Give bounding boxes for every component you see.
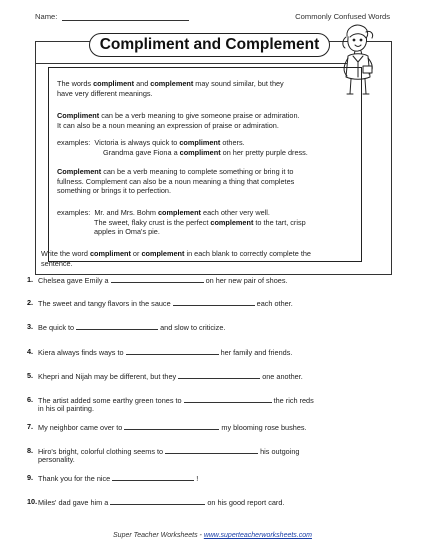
answer-blank[interactable] <box>111 275 204 283</box>
question-after: on his good report card. <box>207 498 285 507</box>
intro-text: The words <box>57 79 94 88</box>
question-before: Hiro's bright, colorful clothing seems to <box>38 447 164 456</box>
question-continued: personality. <box>38 455 75 465</box>
question-text <box>38 347 292 357</box>
footer-separator: - <box>197 532 204 539</box>
question-text <box>38 298 293 308</box>
intro-word-complement: complement <box>150 79 194 88</box>
question-continued: in his oil painting. <box>38 404 94 414</box>
intro-text: have very different meanings. <box>57 88 153 98</box>
question-before: Khepri and Nijah may be different, but they <box>38 372 177 381</box>
question-after: ! <box>196 474 199 483</box>
question-text <box>38 446 299 456</box>
question-number: 4. <box>27 347 34 356</box>
question-text <box>38 322 225 332</box>
question-after: one another. <box>262 372 303 381</box>
question-text <box>38 473 198 483</box>
question-number: 9. <box>27 473 34 482</box>
complement-term: Complement <box>57 167 102 176</box>
question-text <box>38 371 303 381</box>
example-word: complement <box>158 208 201 217</box>
instructions <box>41 249 391 268</box>
answer-blank[interactable] <box>76 322 158 330</box>
page-title <box>89 33 330 57</box>
instructions-word-compliment: compliment <box>89 249 131 258</box>
example-text: to the tart, crisp <box>253 217 306 227</box>
complement-def: something or brings it to perfection. <box>57 186 171 196</box>
question-before: Chelsea gave Emily a <box>38 276 109 285</box>
intro-paragraph <box>57 79 357 98</box>
question-number: 10. <box>27 497 38 506</box>
intro-text: may sound similar, but they <box>193 79 284 88</box>
title-rule <box>35 63 358 64</box>
example-text: Mr. and Mrs. Bohm <box>94 208 158 217</box>
question-text <box>38 497 284 507</box>
question-before: My neighbor came over to <box>38 423 123 432</box>
answer-blank[interactable] <box>126 347 219 355</box>
question-text <box>38 422 307 432</box>
compliment-example-2 <box>103 148 308 158</box>
question-after: each other. <box>256 299 293 308</box>
instructions-text: or <box>130 249 142 258</box>
question-after: my blooming rose bushes. <box>221 423 307 432</box>
name-label: Name: <box>35 12 58 21</box>
example-text: each other very well. <box>200 208 270 217</box>
answer-blank[interactable] <box>178 371 260 379</box>
complement-def: fullness. Complement can also be a noun meaning a thing that completes <box>57 176 295 186</box>
question-before: The sweet and tangy flavors in the sauce <box>38 299 171 308</box>
question-number: 1. <box>27 275 34 284</box>
question-before: Thank you for the nice <box>38 474 111 483</box>
question-number: 3. <box>27 322 34 331</box>
question-before: Miles' dad gave him a <box>38 498 109 507</box>
question-text <box>38 275 288 285</box>
complement-definition <box>57 167 357 196</box>
compliment-def: It can also be a noun meaning an expression of praise or admiration. <box>57 120 279 130</box>
answer-blank[interactable] <box>124 422 219 430</box>
compliment-term: Compliment <box>57 111 100 120</box>
answer-blank[interactable] <box>112 473 194 481</box>
question-number: 8. <box>27 446 34 455</box>
example-word: compliment <box>179 138 221 147</box>
examples-label: examples: <box>57 138 91 147</box>
page-title-text: Compliment and Complement <box>99 36 320 53</box>
answer-blank[interactable] <box>165 446 258 454</box>
question-after: her family and friends. <box>220 348 293 357</box>
instructions-text: Write the word <box>41 249 90 258</box>
question-number: 5. <box>27 371 34 380</box>
answer-blank[interactable] <box>110 497 205 505</box>
question-before: Be quick to <box>38 323 75 332</box>
question-after: his outgoing <box>260 447 300 456</box>
instructions-word-complement: complement <box>141 249 185 258</box>
example-text: Victoria is always quick to <box>94 138 180 147</box>
question-before: Kiera always finds ways to <box>38 348 124 357</box>
intro-text: and <box>134 79 151 88</box>
instructions-text: in each blank to correctly complete the <box>184 249 311 258</box>
example-text: on her pretty purple dress. <box>220 147 308 157</box>
compliment-definition <box>57 111 357 130</box>
complement-example-3 <box>94 227 160 237</box>
question-before: The artist added some earthy green tones to <box>38 396 182 405</box>
example-word: compliment <box>179 147 221 157</box>
complement-example-1 <box>57 208 270 218</box>
example-text: Grandma gave Fiona a <box>103 147 180 157</box>
compliment-def: can be a verb meaning to give someone praise or admiration. <box>99 111 300 120</box>
compliment-example-1 <box>57 138 245 148</box>
footer <box>0 532 425 539</box>
examples-label: examples: <box>57 208 91 217</box>
question-after: and slow to criticize. <box>160 323 226 332</box>
answer-blank[interactable] <box>184 395 272 403</box>
footer-brand: Super Teacher Worksheets <box>113 532 198 539</box>
intro-word-compliment: compliment <box>93 79 135 88</box>
footer-link[interactable]: www.superteacherworksheets.com <box>203 532 312 539</box>
example-text: others. <box>220 138 245 147</box>
complement-def: can be a verb meaning to complete something or bring it to <box>101 167 294 176</box>
answer-blank[interactable] <box>173 298 255 306</box>
question-after: on her new pair of shoes. <box>205 276 288 285</box>
name-input-line[interactable] <box>62 20 189 21</box>
instructions-text: sentence. <box>41 258 73 268</box>
example-word: complement <box>210 217 254 227</box>
question-after: the rich reds <box>273 396 314 405</box>
example-text: apples in Oma's pie. <box>94 227 160 237</box>
question-number: 2. <box>27 298 34 307</box>
topic-label: Commonly Confused Words <box>295 12 390 21</box>
example-text: The sweet, flaky crust is the perfect <box>94 217 211 227</box>
question-number: 7. <box>27 422 34 431</box>
question-number: 6. <box>27 395 34 404</box>
complement-example-2 <box>94 218 306 228</box>
